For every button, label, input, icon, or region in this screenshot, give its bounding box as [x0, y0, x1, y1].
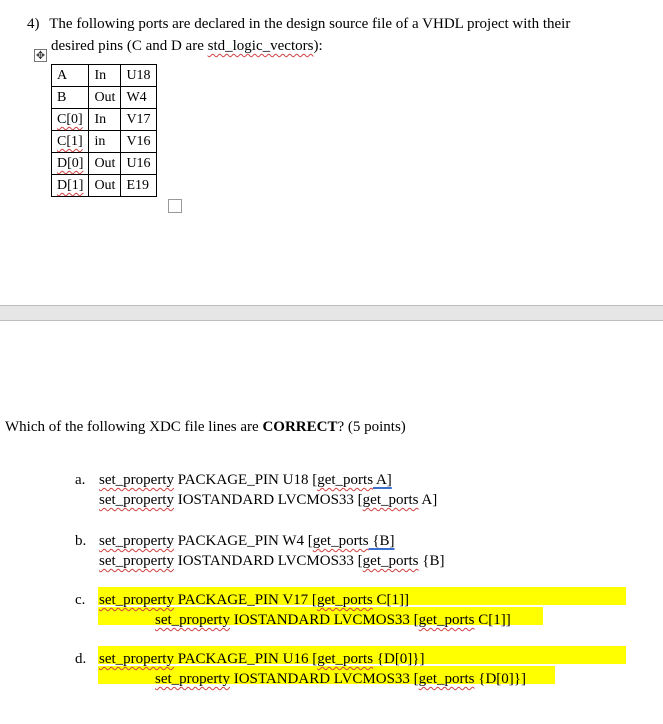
prompt-bold: CORRECT: [262, 419, 338, 435]
pin-cell: [121, 109, 156, 131]
option-cmd: set_property: [99, 492, 174, 508]
option-end: {B]: [418, 553, 445, 569]
option-get-ports: get_ports: [362, 553, 419, 569]
direction-cell-text: Out: [94, 178, 116, 193]
option-rest: PACKAGE_PIN V17 [: [173, 592, 317, 608]
option-line1: [99, 649, 425, 669]
option-rest: IOSTANDARD LVCMOS33 [: [229, 612, 419, 628]
direction-cell-text: in: [94, 134, 106, 149]
option-letter: a.: [75, 472, 86, 488]
pin-table: [51, 64, 157, 197]
direction-cell-text: In: [94, 112, 107, 127]
option-rest: IOSTANDARD LVCMOS33 [: [229, 671, 419, 687]
pin-cell: [121, 153, 156, 175]
option-cmd: set_property: [99, 553, 174, 569]
port-cell-text: D[0]: [57, 156, 84, 171]
option-letter: d.: [75, 651, 87, 667]
pin-cell-text: V17: [126, 112, 151, 127]
table-resize-handle-icon[interactable]: [168, 199, 182, 213]
option-end: C[1]]: [474, 612, 511, 628]
option-line2: [155, 610, 511, 630]
option-cmd: set_property: [99, 533, 174, 549]
pin-cell-text: V16: [126, 134, 151, 149]
port-cell: [52, 153, 89, 175]
direction-cell: [89, 87, 121, 109]
question-text: [27, 13, 637, 57]
pin-cell-text: E19: [126, 178, 149, 193]
direction-cell: [89, 131, 121, 153]
table-row: [52, 109, 157, 131]
port-cell: [52, 175, 89, 197]
table-row: [52, 131, 157, 153]
table-row: [52, 153, 157, 175]
direction-cell: [89, 153, 121, 175]
option-line2: [99, 490, 437, 510]
table-row: [52, 175, 157, 197]
pin-cell: [121, 87, 156, 109]
option-letter: b.: [75, 533, 87, 549]
question-line-1: [27, 13, 637, 35]
option-get-ports: get_ports: [316, 592, 373, 608]
direction-cell: [89, 65, 121, 87]
direction-cell: [89, 109, 121, 131]
option-get-ports: get_ports: [317, 472, 374, 488]
direction-cell: [89, 175, 121, 197]
move-handle-icon[interactable]: ✥: [35, 49, 46, 62]
direction-cell-text: Out: [94, 156, 116, 171]
prompt-prefix: Which of the following XDC file lines are: [5, 419, 263, 435]
port-cell: [52, 65, 89, 87]
port-cell-text: C[1]: [57, 134, 83, 149]
pin-cell-text: U16: [126, 156, 151, 171]
option-end: {D[0]}]: [373, 651, 425, 667]
table-row: [52, 65, 157, 87]
option-line2: [155, 669, 526, 689]
question-line-2-suffix: ):: [313, 38, 323, 54]
option-end: A]: [373, 472, 392, 488]
direction-cell-text: In: [94, 68, 107, 83]
option-letter: c.: [75, 592, 86, 608]
option-cmd: set_property: [155, 671, 230, 687]
option-end: C[1]]: [372, 592, 410, 608]
option-get-ports: get_ports: [362, 492, 419, 508]
option-cmd: set_property: [99, 651, 174, 667]
prompt-suffix: ? (5 points): [337, 419, 406, 435]
std-logic-vectors-term: std_logic_vectors: [207, 38, 314, 54]
page-break: [0, 305, 663, 321]
question-number: 4): [27, 16, 40, 32]
option-get-ports: get_ports: [418, 671, 475, 687]
table-row: [52, 87, 157, 109]
option-line1: [99, 531, 395, 551]
port-cell-text: A: [57, 68, 68, 83]
question-line-1-text: The following ports are declared in the design source file of a VHDL project with their: [49, 16, 571, 32]
option-end: A]: [418, 492, 438, 508]
option-rest: PACKAGE_PIN W4 [: [173, 533, 313, 549]
pin-cell: [121, 65, 156, 87]
option-rest: IOSTANDARD LVCMOS33 [: [173, 553, 363, 569]
port-cell-text: C[0]: [57, 112, 83, 127]
pin-cell: [121, 175, 156, 197]
option-rest: PACKAGE_PIN U18 [: [173, 472, 318, 488]
port-cell: [52, 109, 89, 131]
question-line-2: [27, 35, 637, 57]
pin-cell-text: U18: [126, 68, 151, 83]
port-cell-text: D[1]: [57, 178, 84, 193]
question-line-2-prefix: desired pins (C and D are: [51, 38, 208, 54]
option-cmd: set_property: [99, 472, 174, 488]
port-cell: [52, 131, 89, 153]
option-get-ports: get_ports: [312, 533, 369, 549]
pin-cell-text: W4: [126, 90, 147, 105]
option-end: {D[0]}]: [474, 671, 526, 687]
option-rest: IOSTANDARD LVCMOS33 [: [173, 492, 363, 508]
option-cmd: set_property: [99, 592, 174, 608]
option-get-ports: get_ports: [418, 612, 475, 628]
option-rest: PACKAGE_PIN U16 [: [173, 651, 318, 667]
port-cell: [52, 87, 89, 109]
option-line2: [99, 551, 444, 571]
pin-cell: [121, 131, 156, 153]
option-line1: [99, 590, 409, 610]
option-end: {B]: [368, 533, 395, 549]
option-get-ports: get_ports: [317, 651, 374, 667]
port-cell-text: B: [57, 90, 67, 105]
prompt: [5, 416, 406, 438]
option-line1: [99, 470, 392, 490]
direction-cell-text: Out: [94, 90, 116, 105]
option-cmd: set_property: [155, 612, 230, 628]
